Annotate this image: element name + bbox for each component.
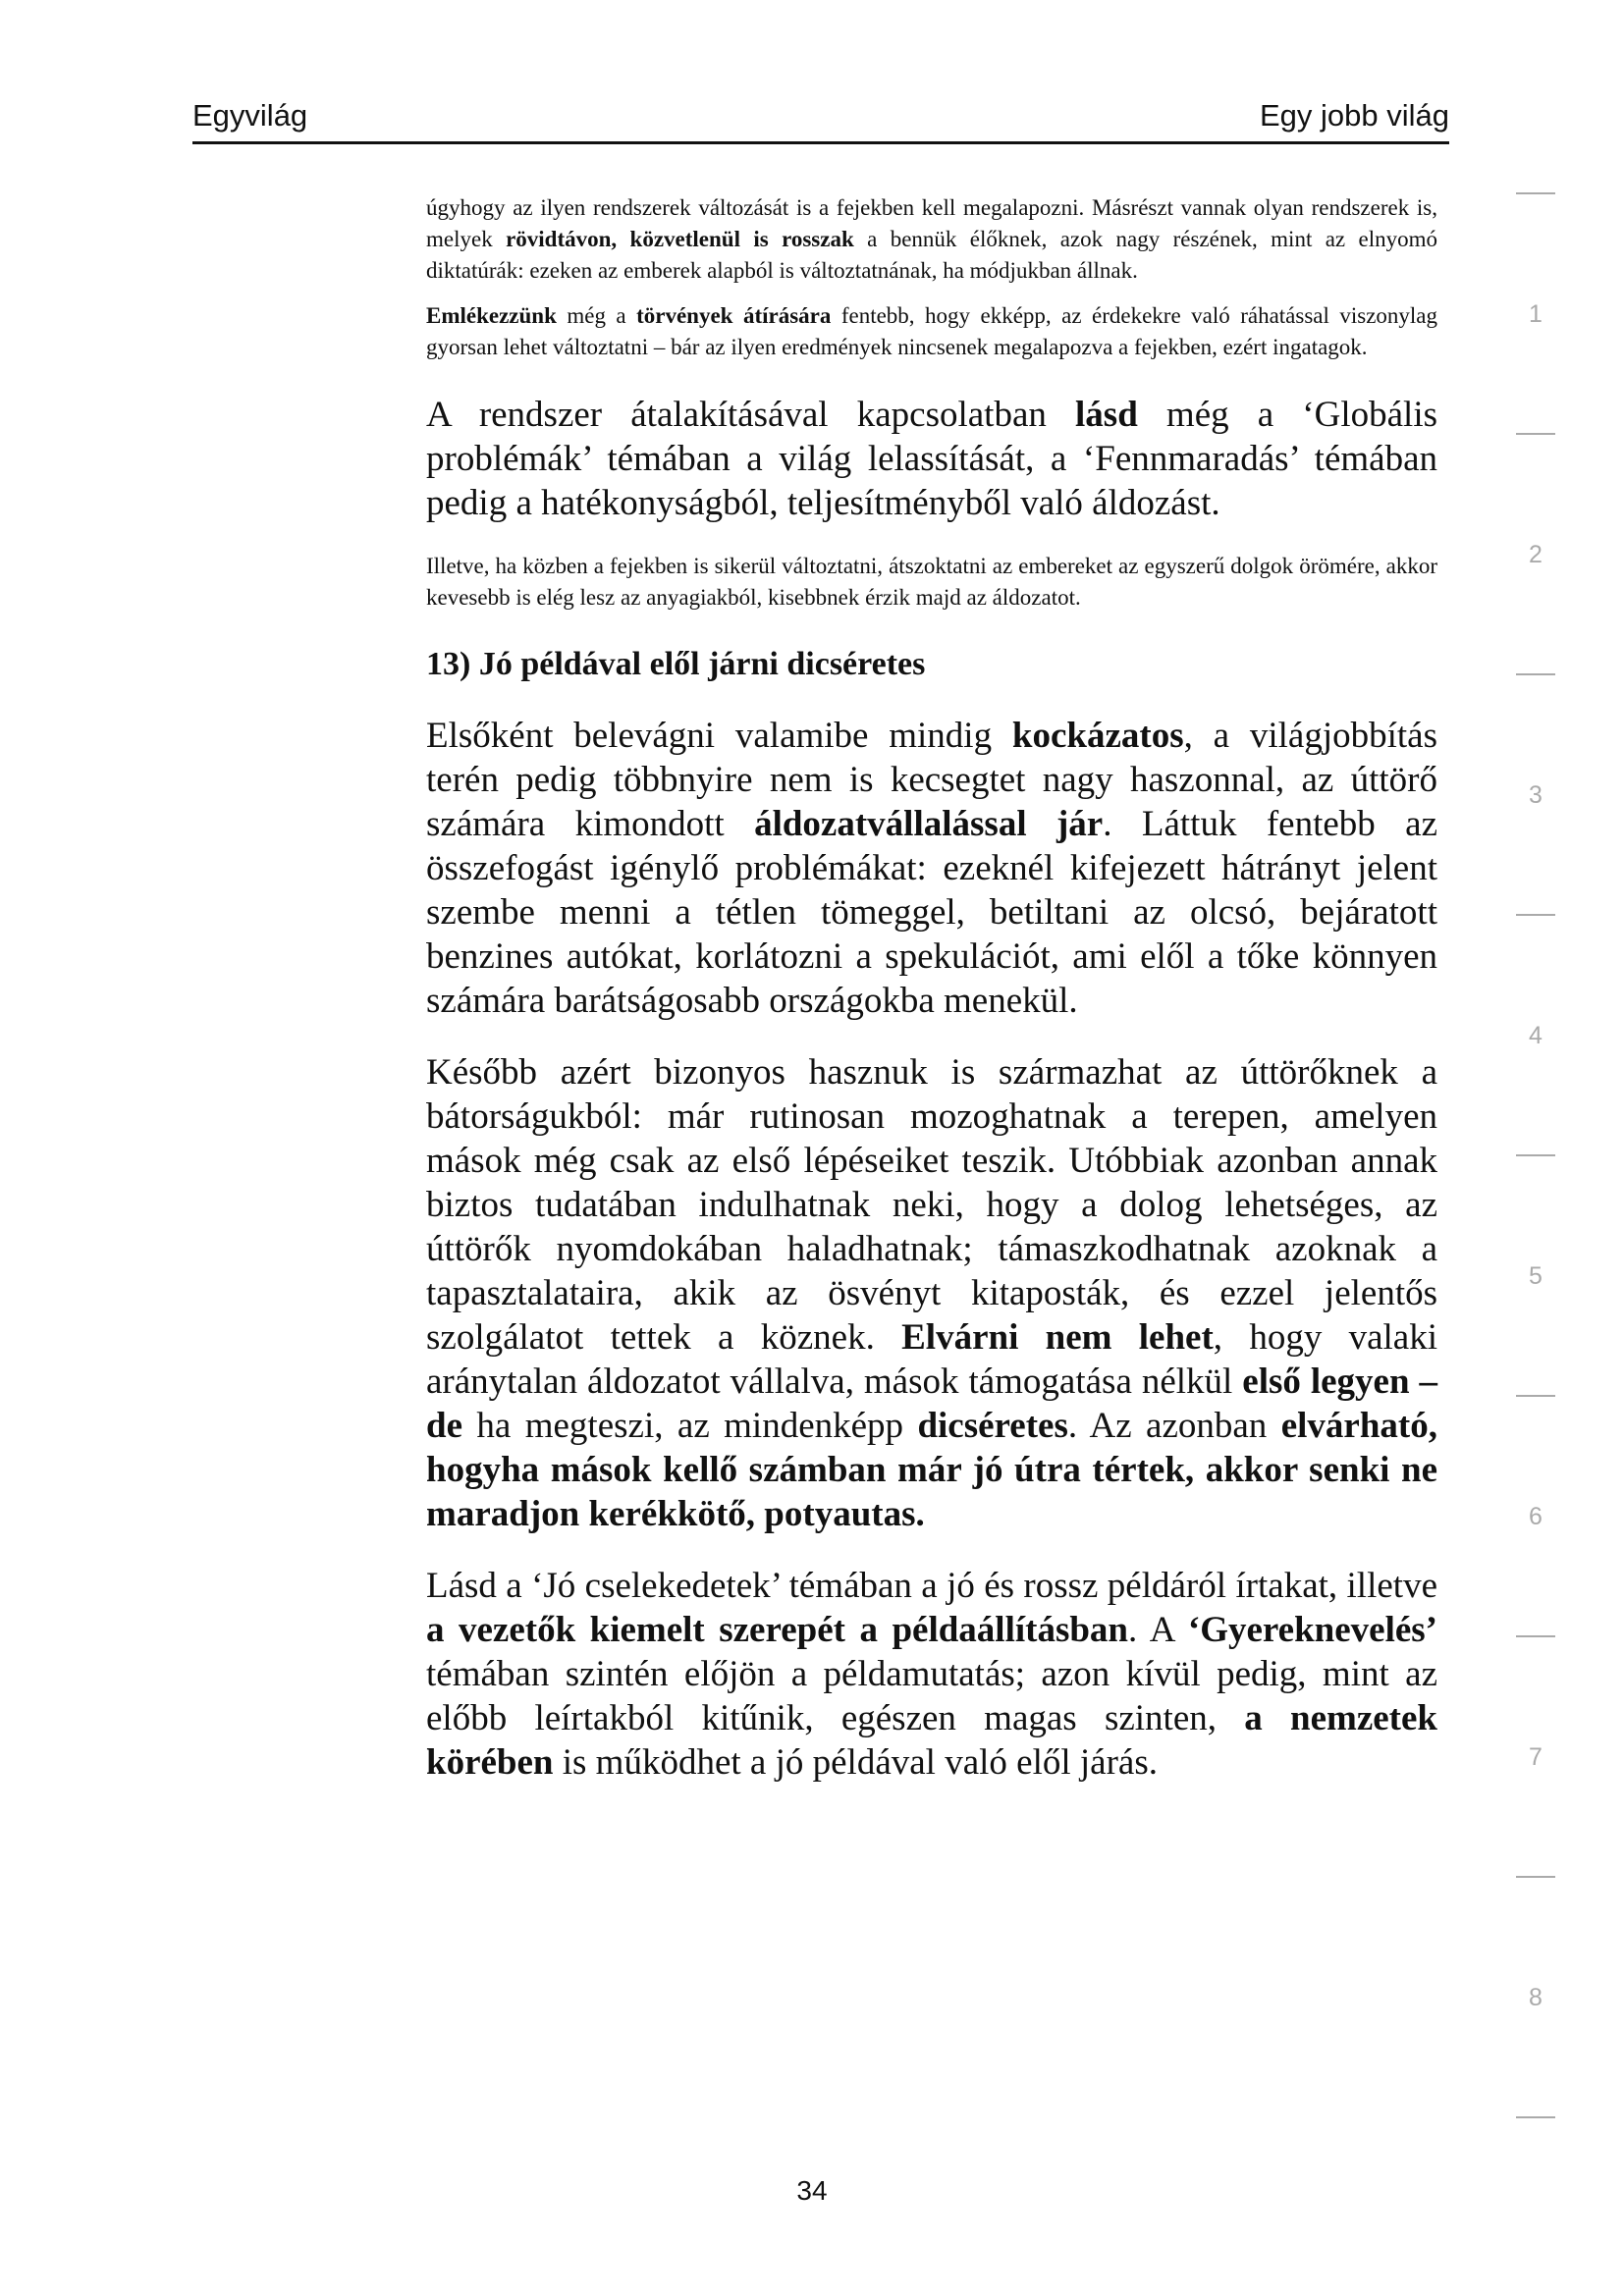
text-run: Lásd a ‘Jó cselekedetek’ témában a jó és rossz példáról írtakat, illetve bbox=[426, 1566, 1437, 1606]
bold-text-run: kockázatos bbox=[1011, 716, 1184, 756]
text-run: , a világjobbítás terén pedig többnyire nem is kecsegtet nagy haszonnal, az úttörő számára kimondott bbox=[426, 716, 1437, 844]
bold-text-run: a nemzetek körében bbox=[426, 1698, 1437, 1783]
bold-text-run: elvárható, hogyha mások kellő számban már jó útra tértek, akkor senki ne maradjon kerékkötő, potyautas. bbox=[426, 1406, 1437, 1534]
text-run: még a bbox=[556, 303, 637, 328]
margin-tick bbox=[1516, 433, 1555, 435]
bold-text-run: első legyen – de bbox=[426, 1362, 1437, 1446]
margin-tick bbox=[1516, 2116, 1555, 2118]
margin-tick bbox=[1516, 1635, 1555, 1637]
bold-text-run: lásd bbox=[1075, 395, 1138, 435]
bold-text-run: törvények átírására bbox=[636, 303, 832, 328]
text-run: a bennük élőknek, azok nagy részének, mint az elnyomó diktatúrák: ezeken az emberek alapból is változtatnának, ha módjukban állnak. bbox=[426, 227, 1437, 283]
bold-text-run: Elvárni nem lehet bbox=[901, 1317, 1214, 1358]
bold-text-run: dicséretes bbox=[917, 1406, 1068, 1446]
section-heading: 13) Jó példával elől járni dicséretes bbox=[426, 646, 926, 682]
paragraph-1 bbox=[426, 192, 1437, 287]
bold-text-run: ‘Gyereknevelés’ bbox=[1187, 1610, 1437, 1650]
margin-number: 6 bbox=[1529, 1503, 1543, 1530]
header-right-title: Egy jobb világ bbox=[1259, 98, 1449, 133]
margin-number: 1 bbox=[1529, 300, 1543, 328]
paragraph-2 bbox=[426, 300, 1437, 363]
margin-tick bbox=[1516, 1395, 1555, 1397]
text-run: A rendszer átalakításával kapcsolatban bbox=[426, 395, 1076, 435]
margin-number: 4 bbox=[1529, 1022, 1543, 1049]
margin-tick bbox=[1516, 914, 1555, 916]
text-run: is működhet a jó példával való elől járás. bbox=[553, 1742, 1158, 1783]
paragraph-7 bbox=[426, 1564, 1437, 1785]
text-run: még a ‘Globális problémák’ témában a világ lelassítását, a ‘Fennmaradás’ témában pedig a hatékonyságból, teljesítményből való áldozást. bbox=[426, 395, 1438, 523]
margin-number: 2 bbox=[1529, 541, 1543, 568]
bold-text-run: rövidtávon, közvetlenül is rosszak bbox=[506, 227, 854, 251]
text-run: , hogy valaki aránytalan áldozatot vállalva, mások támogatása nélkül bbox=[426, 1317, 1437, 1402]
text-run: úgyhogy az ilyen rendszerek változását is a fejekben kell megalapozni. Másrészt vannak olyan rendszerek is, melyek bbox=[426, 195, 1437, 251]
header-left-title: Egyvilág bbox=[192, 98, 308, 133]
page-header bbox=[192, 94, 1449, 144]
text-run: . Láttuk fentebb az összefogást igénylő problémákat: ezeknél kifejezett hátrányt jelent szembe menni a tétlen tömeggel, betiltani az olcsó, bejáratott benzines autókat, korlátozni a spekulációt, ami elől a tőke könnyen számára barátságosabb országokba menekül. bbox=[426, 804, 1438, 1021]
margin-number: 3 bbox=[1529, 781, 1543, 809]
bold-text-run: áldozatvállalással jár bbox=[754, 804, 1104, 844]
text-run: témában szintén előjön a példamutatás; azon kívül pedig, mint az előbb leírtakból kitűnik, egészen magas szinten, bbox=[426, 1654, 1437, 1738]
text-run: ha megteszi, az mindenképp bbox=[462, 1406, 918, 1446]
margin-tick bbox=[1516, 1154, 1555, 1156]
paragraph-3 bbox=[426, 393, 1437, 525]
margin-number: 8 bbox=[1529, 1984, 1543, 2011]
margin-number: 7 bbox=[1529, 1743, 1543, 1771]
page-content bbox=[426, 192, 1437, 1785]
margin-tick bbox=[1516, 1876, 1555, 1878]
text-run: fentebb, hogy ekképp, az érdekekre való ráhatással viszonylag gyorsan lehet változtatni – bár az ilyen eredmények nincsenek megalapozva a fejekben, ezért ingatagok. bbox=[426, 303, 1437, 359]
text-run: Elsőként belevágni valamibe mindig bbox=[426, 716, 1012, 756]
text-run: Illetve, ha közben a fejekben is sikerül változtatni, átszoktatni az embereket az egyszerű dolgok örömére, akkor kevesebb is elég lesz az anyagiakból, kisebbnek érzik majd az áldozatot. bbox=[426, 554, 1437, 610]
text-run: Később azért bizonyos hasznuk is származhat az úttörőknek a bátorságukból: már rutinosan mozoghatnak a terepen, amelyen mások még csak az első lépéseiket teszik. Utóbbiak azonban annak biztos tudatában indulhatnak neki, hogy a dolog lehetséges, az úttörők nyomdokában haladhatnak; támaszkodhatnak azoknak a tapasztalataira, akik az ösvényt kitaposták, és ezzel jelentős szolgálatot tettek a köznek. bbox=[426, 1052, 1437, 1358]
paragraph-6 bbox=[426, 1050, 1437, 1536]
bold-text-run: a vezetők kiemelt szerepét a példaállításban bbox=[426, 1610, 1129, 1650]
paragraph-5 bbox=[426, 714, 1437, 1023]
page-number: 34 bbox=[796, 2175, 828, 2206]
bold-text-run: Emlékezzünk bbox=[426, 303, 557, 328]
margin-number: 5 bbox=[1529, 1262, 1543, 1290]
text-run: . Az azonban bbox=[1067, 1406, 1281, 1446]
text-run: . A bbox=[1128, 1610, 1188, 1650]
margin-tick bbox=[1516, 192, 1555, 194]
margin-tick bbox=[1516, 673, 1555, 675]
paragraph-4 bbox=[426, 551, 1437, 614]
